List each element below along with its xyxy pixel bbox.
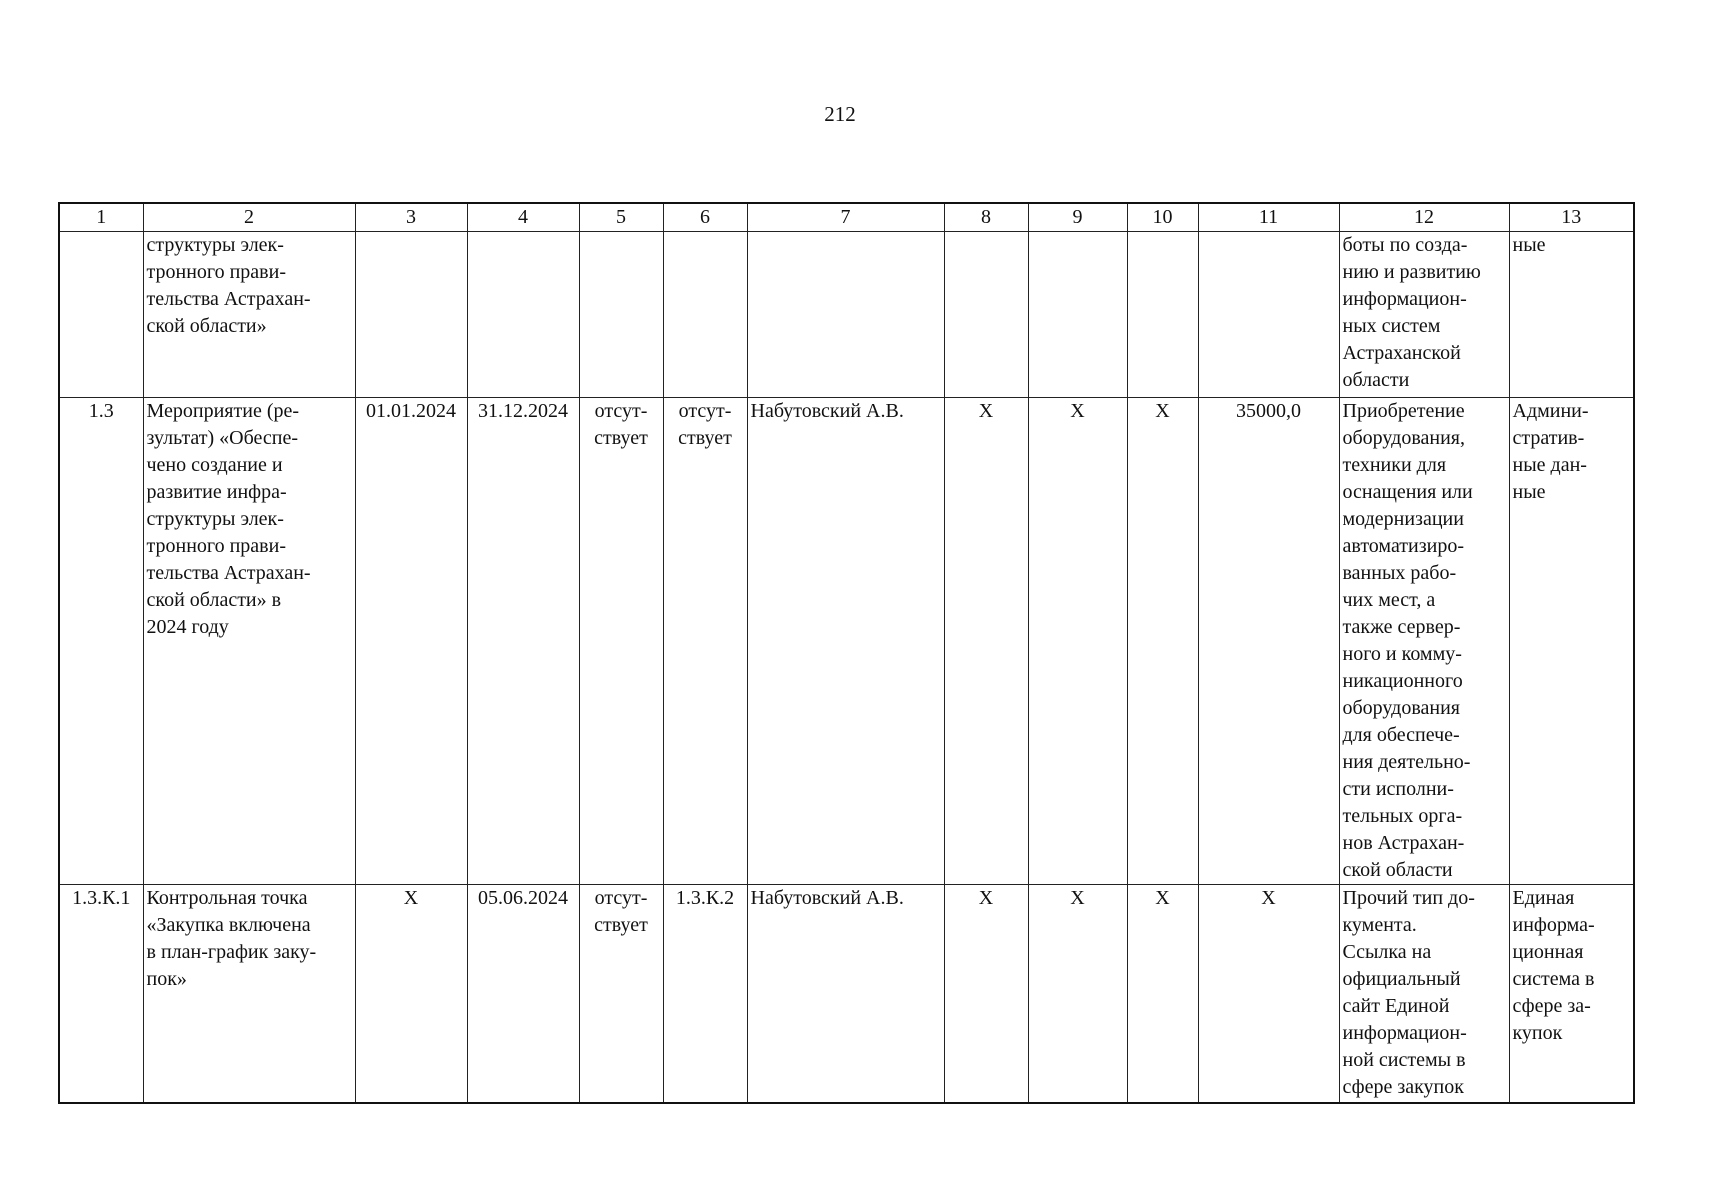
- information-source: ные: [1509, 232, 1634, 398]
- row-name: Мероприятие (ре- зультат) «Обеспе- чено создание и развитие инфра- структуры элек- тронного прави- тельства Астрахан- ской области» в 2024 году: [143, 398, 355, 885]
- start-date: [355, 232, 467, 398]
- predecessor: отсут- ствует: [579, 885, 663, 1103]
- table-row: [59, 885, 1634, 1103]
- cell-col8: X: [944, 885, 1028, 1103]
- column-header: 2: [143, 203, 355, 232]
- cell-col8: [944, 232, 1028, 398]
- result-description: Прочий тип до- кумента. Ссылка на официальный сайт Единой информацион- ной системы в сфере закупок: [1339, 885, 1509, 1103]
- column-header: 3: [355, 203, 467, 232]
- column-header: 12: [1339, 203, 1509, 232]
- page-number: 212: [824, 102, 856, 126]
- cell-col9: X: [1028, 885, 1127, 1103]
- activities-table: [58, 202, 1635, 1104]
- amount: X: [1198, 885, 1339, 1103]
- column-header: 11: [1198, 203, 1339, 232]
- responsible: Набутовский А.В.: [747, 885, 944, 1103]
- responsible: Набутовский А.В.: [747, 398, 944, 885]
- cell-col10: [1127, 232, 1198, 398]
- table-row: [59, 232, 1634, 398]
- cell-col9: [1028, 232, 1127, 398]
- start-date: X: [355, 885, 467, 1103]
- predecessor: отсут- ствует: [579, 398, 663, 885]
- cell-col10: X: [1127, 885, 1198, 1103]
- column-header: 10: [1127, 203, 1198, 232]
- result-description: Приобретение оборудования, техники для оснащения или модернизации автоматизиро- ванных рабо- чих мест, а также сервер- ного и комму- никационного оборудования для обеспече- ния деятельно- сти исполни- тельных орга- нов Астрахан- ской области: [1339, 398, 1509, 885]
- cell-col10: X: [1127, 398, 1198, 885]
- end-date: 31.12.2024: [467, 398, 579, 885]
- cell-col9: X: [1028, 398, 1127, 885]
- column-header: 9: [1028, 203, 1127, 232]
- end-date: 05.06.2024: [467, 885, 579, 1103]
- row-name: структуры элек- тронного прави- тельства Астрахан- ской области»: [143, 232, 355, 398]
- result-description: боты по созда- нию и развитию информацион- ных систем Астраханской области: [1339, 232, 1509, 398]
- row-number: 1.3.К.1: [59, 885, 143, 1103]
- amount: 35000,0: [1198, 398, 1339, 885]
- column-header: 1: [59, 203, 143, 232]
- successor: [663, 232, 747, 398]
- successor: отсут- ствует: [663, 398, 747, 885]
- column-header: 8: [944, 203, 1028, 232]
- column-header: 13: [1509, 203, 1634, 232]
- end-date: [467, 232, 579, 398]
- cell-col8: X: [944, 398, 1028, 885]
- table-row: [59, 398, 1634, 885]
- predecessor: [579, 232, 663, 398]
- start-date: 01.01.2024: [355, 398, 467, 885]
- column-header: 6: [663, 203, 747, 232]
- row-number: [59, 232, 143, 398]
- row-number: 1.3: [59, 398, 143, 885]
- column-number-row: [59, 203, 1634, 232]
- information-source: Админи- стратив- ные дан- ные: [1509, 398, 1634, 885]
- responsible: [747, 232, 944, 398]
- successor: 1.3.К.2: [663, 885, 747, 1103]
- column-header: 4: [467, 203, 579, 232]
- column-header: 5: [579, 203, 663, 232]
- row-name: Контрольная точка «Закупка включена в план-график заку- пок»: [143, 885, 355, 1103]
- column-header: 7: [747, 203, 944, 232]
- information-source: Единая информа- ционная система в сфере за- купок: [1509, 885, 1634, 1103]
- amount: [1198, 232, 1339, 398]
